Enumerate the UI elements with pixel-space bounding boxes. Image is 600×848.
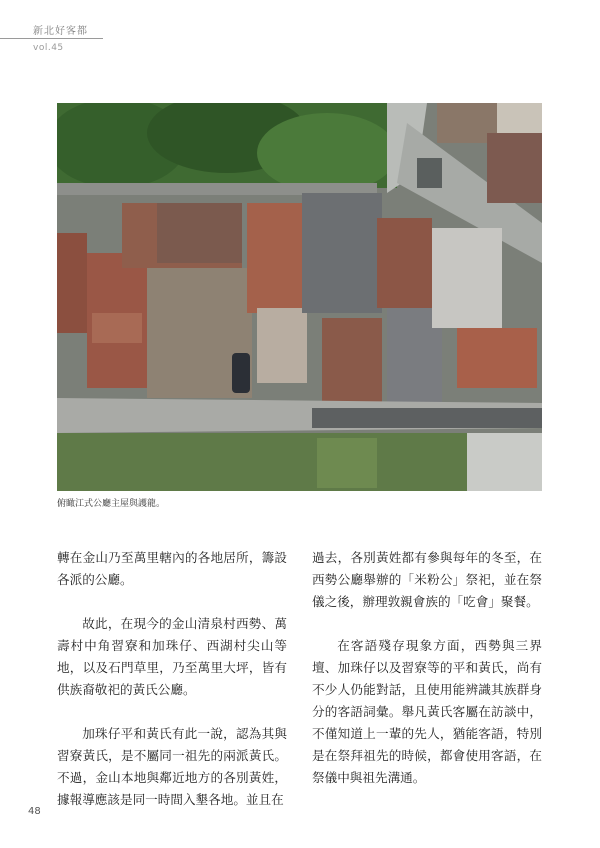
paragraph: 轉在金山乃至萬里轄內的各地居所，籌設各派的公廳。 [57,550,287,587]
page-number: 48 [28,806,41,817]
volume-label: vol.45 [33,43,64,53]
paragraph: 加珠仔平和黃氏有此一說，認為其與習寮黃氏，是不屬同一祖先的兩派黃氏。不過，金山本地與鄰近地方的各別黃姓，據報導應該是同一時間入墾各地。並且在 [57,726,287,807]
body-column-right [312,547,542,811]
paragraph: 故此，在現今的金山清泉村西勢、萬壽村中角習寮和加珠仔、西湖村尖山等地，以及石門草里，乃至萬里大坪，皆有供族裔敬祀的黃氏公廳。 [57,616,287,697]
paragraph: 在客語殘存現象方面，西勢與三界壇、加珠仔以及習寮等的平和黃氏，尚有不少人仍能對話，且使用能辨識其族群身分的客語詞彙。舉凡黃氏客屬在訪談中，不僅知道上一輩的先人，猶能客語，特別是在祭拜祖先的時候，都會使用客語，在祭儀中與祖先溝通。 [312,638,542,785]
header-rule [0,38,103,39]
aerial-photo [57,103,542,491]
magazine-title: 新北好客都 [33,26,88,37]
photo-caption: 俯瞰江式公廳主屋與護龍。 [57,499,166,509]
body-column-left [57,547,287,833]
paragraph: 過去，各別黃姓都有參與每年的冬至，在西勢公廳舉辦的「米粉公」祭祀，並在祭儀之後，辦理敦親會族的「吃會」聚餐。 [312,550,542,609]
